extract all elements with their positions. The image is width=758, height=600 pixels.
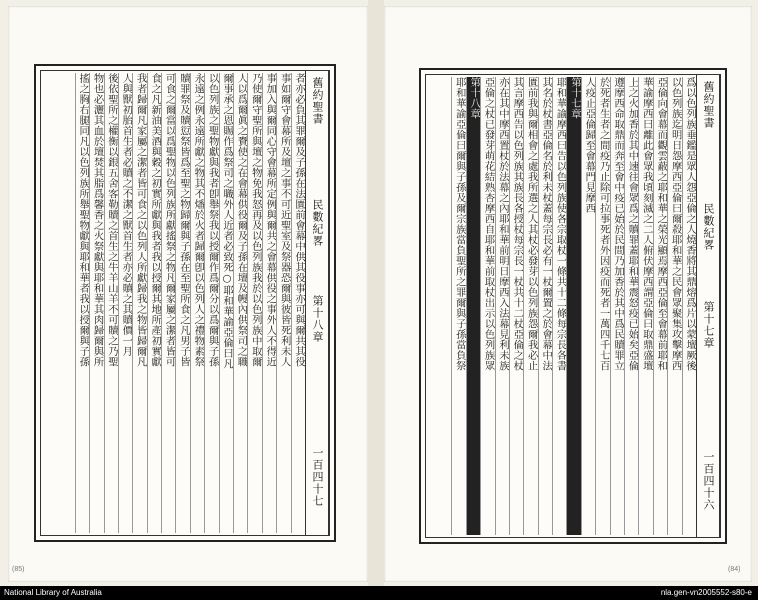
footer-bar <box>0 586 758 600</box>
section-title: 民數紀畧 <box>702 203 715 251</box>
book-title: 舊約聖書 <box>311 77 324 125</box>
chapter-label: 第十八章 <box>311 295 324 343</box>
text-column: 第十七章 <box>566 77 580 535</box>
text-column: 乃使爾守聖所與壇之物免我怒再及以色列族我於以色列族中取爾 <box>247 73 261 533</box>
text-column: 以色列族迄明日怨摩西亞倫曰爾殺耶和華之民會眾聚集攻擊摩西 <box>667 77 681 535</box>
book-title: 舊約聖書 <box>702 81 715 129</box>
text-column: 華諭摩西曰離此會眾我頃刻滅之二人俯伏摩西謂亞倫曰取鼎盛壇 <box>638 77 652 535</box>
text-column: 匱前我與爾相會之處我所選之人其杖必發芽以色列族怨爾我必止 <box>523 77 537 535</box>
right-text-columns <box>427 77 696 535</box>
left-text-columns <box>42 73 305 533</box>
text-column: 我者歸爾凡家屬之潔者皆可食之以色列人所獻歸我之物皆歸爾凡 <box>132 73 146 533</box>
text-column: 食之凡新油美酒與穀之初實所獻與我者我以授爾其地所產初實獻 <box>147 73 161 533</box>
text-column: 物也必灑其血於壇焚其脂爲馨香之火祭獻與耶和華其肉歸爾與所 <box>89 73 103 533</box>
page-number: 一百四十七 <box>311 447 324 507</box>
text-column: 亦在其中摩西置杖於法幕之內耶和華前明日摩西入法幕見利未族 <box>495 77 509 535</box>
text-column: 人疫止亞倫歸至會幕門見摩西 <box>581 77 595 535</box>
text-column: 爾事承之恩賜作爲祭司之職外人近者必致死○耶和華諭亞倫曰凡 <box>219 73 233 533</box>
text-column: 遵摩西命取鼎而奔至會中疫已始於民間乃加香於其中爲民贖罪立 <box>610 77 624 535</box>
text-column: 耶和華諭摩西曰告以色列族使各宗取杖一條共十二條每宗長各書 <box>552 77 566 535</box>
text-column: 於死者生者之間疫乃止除可拉事死者外因疫而死者一萬四千七百 <box>595 77 609 535</box>
text-column: 第十八章 <box>466 77 480 535</box>
text-column: 爲以色列族垂鑑是眾人怨亞倫之人燒香將其鼎熔爲片以蒙壇厥後 <box>682 77 696 535</box>
section-title: 民數紀畧 <box>311 199 324 247</box>
text-column: 搖之胸右腿同凡以色列族所舉聖物獻與耶和華者我以授爾與子孫 <box>75 73 89 533</box>
left-text-frame <box>34 64 336 542</box>
text-column: 事如爾守會幕所及壇之事不可近聖室及祭器恐爾與彼皆死利未人 <box>276 73 290 533</box>
text-column: 後依聖所之權衡以銀五舍客勒贖之首生之牛羊山羊不可贖之乃聖 <box>104 73 118 533</box>
text-column: 上之火加香於其中速往會眾爲之贖罪蓋耶和華震怒疫已始矣亞倫 <box>624 77 638 535</box>
chapter-label: 第十七章 <box>702 301 715 349</box>
book-gutter <box>368 0 384 586</box>
footer-library-name: National Library of Australia <box>4 588 102 597</box>
page-number: 一百四十六 <box>702 451 715 511</box>
left-header-strip <box>305 71 329 535</box>
text-column: 者亦必負其罪爾及子孫在法匱前會幕中供其役事亦可與爾共其役 <box>291 73 305 533</box>
text-column: 永遠之例永遠所獻之物其不燔於火者歸爾卽以色列人之禮物素祭 <box>190 73 204 533</box>
text-column: 事加入與爾同心守會幕所定例與爾共之會幕供役之事外人不得近 <box>262 73 276 533</box>
right-page-mark: (84) <box>728 566 741 573</box>
text-column: 人以爲爾眞之賚使之在會幕供役爾及子孫在壇及幔內供祭司之職 <box>233 73 247 533</box>
footer-identifier: nla.gen-vn2005552-s80-e <box>660 588 752 597</box>
text-column: 贖罪祭及贖愆祭皆爲至聖之物歸爾與子孫在至聖所食之凡男子皆 <box>175 73 189 533</box>
text-column: 亞倫向會幕而觀雲蔽之耶和華之榮光顯焉摩西亞倫至會幕前耶和 <box>653 77 667 535</box>
text-column: 可食之爾當以爲聖物以色列族所獻搖祭之物凡爾家屬之潔者皆可 <box>161 73 175 533</box>
text-column: 其名於杖書亞倫名於利未杖蓋每宗長必有一杖爾置之於會幕中法 <box>538 77 552 535</box>
text-column: 亞倫之杖已發芽萌花結熟杏摩西自耶和華前取杖出示以色列族眾 <box>480 77 494 535</box>
text-column: 人與獸初胎首生者必贖之不潔之獸首生者亦必贖之其贖價一月 <box>118 73 132 533</box>
right-header-strip <box>696 75 720 537</box>
right-text-frame <box>419 68 727 544</box>
text-column: 耶和華諭亞倫曰爾與子孫及爾宗族當負聖所之罪爾與子孫當負祭 <box>451 77 465 535</box>
left-page-mark: (85) <box>12 566 25 573</box>
text-column: 其言摩西告以色列族其族長各授杖每宗長一杖共十二杖亞倫之杖 <box>509 77 523 535</box>
text-column: 以色列族之聖物獻與我者卽舉祭我以授爾作爲爾分以爲爾與子孫 <box>204 73 218 533</box>
